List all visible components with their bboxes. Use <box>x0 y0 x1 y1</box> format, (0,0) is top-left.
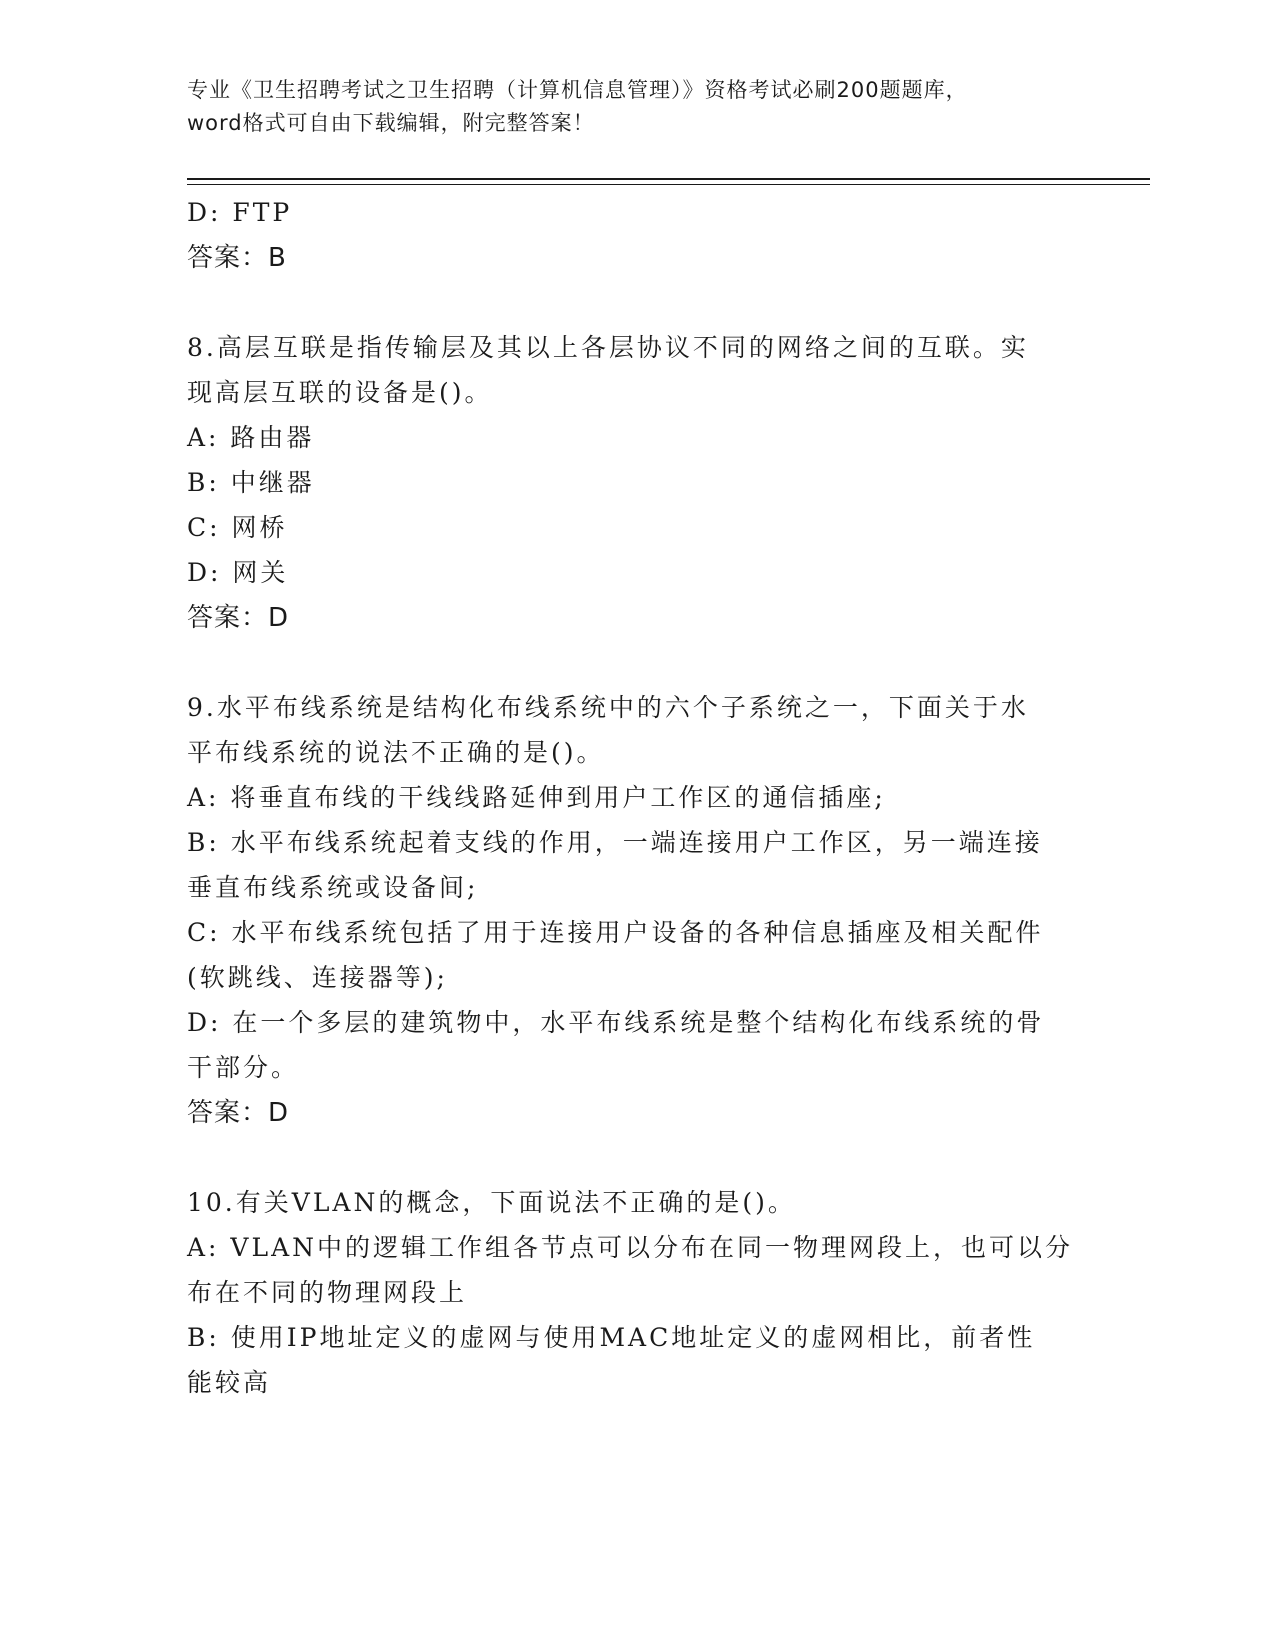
question-stem-continued: 现高层互联的设备是()。 <box>187 378 493 407</box>
answer: 答案：D <box>187 603 290 633</box>
question-stem: 9.水平布线系统是结构化布线系统中的六个子系统之一，下面关于水 <box>187 693 1029 722</box>
option-b: B: 中继器 <box>187 468 315 497</box>
document-header <box>187 74 1087 140</box>
option-b-continued: 能较高 <box>187 1368 272 1397</box>
header-title-line-1: 专业《卫生招聘考试之卫生招聘（计算机信息管理）》资格考试必刷200题题库， <box>187 78 968 102</box>
header-title-line-2: word格式可自由下载编辑，附完整答案！ <box>187 111 595 135</box>
option-d: D: FTP <box>187 198 293 227</box>
header-divider-thin <box>187 184 1150 185</box>
option-a: A: VLAN中的逻辑工作组各节点可以分布在同一物理网段上，也可以分 <box>187 1233 1074 1262</box>
answer: 答案：B <box>187 243 287 273</box>
option-c: C: 网桥 <box>187 513 288 542</box>
answer: 答案：D <box>187 1098 290 1128</box>
question-list <box>187 190 1087 1405</box>
question-stem-continued: 平布线系统的说法不正确的是()。 <box>187 738 605 767</box>
question-stem: 10.有关VLAN的概念，下面说法不正确的是()。 <box>187 1188 796 1217</box>
question-8 <box>187 325 1087 641</box>
option-b-continued: 垂直布线系统或设备间; <box>187 873 479 902</box>
option-c-continued: (软跳线、连接器等); <box>187 963 448 992</box>
option-b: B: 水平布线系统起着支线的作用，一端连接用户工作区，另一端连接 <box>187 828 1043 857</box>
question-10 <box>187 1180 1087 1405</box>
question-stem: 8.高层互联是指传输层及其以上各层协议不同的网络之间的互联。实 <box>187 333 1029 362</box>
option-d: D: 在一个多层的建筑物中，水平布线系统是整个结构化布线系统的骨 <box>187 1008 1045 1037</box>
option-a: A: 将垂直布线的干线线路延伸到用户工作区的通信插座; <box>187 783 886 812</box>
option-b: B: 使用IP地址定义的虚网与使用MAC地址定义的虚网相比，前者性 <box>187 1323 1036 1352</box>
option-c: C: 水平布线系统包括了用于连接用户设备的各种信息插座及相关配件 <box>187 918 1044 947</box>
option-a-continued: 布在不同的物理网段上 <box>187 1278 468 1307</box>
question-7-tail <box>187 190 1087 281</box>
header-divider-thick <box>187 178 1150 180</box>
question-9 <box>187 685 1087 1136</box>
option-d-continued: 干部分。 <box>187 1053 300 1082</box>
option-a: A: 路由器 <box>187 423 315 452</box>
option-d: D: 网关 <box>187 558 289 587</box>
